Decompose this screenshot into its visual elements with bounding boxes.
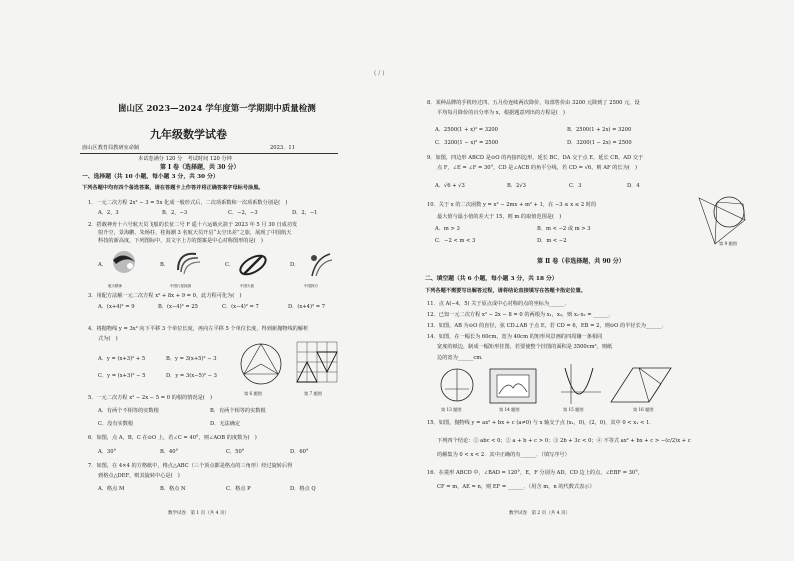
- q1-option-d: D．2，−1: [292, 210, 318, 216]
- q2-option-b: B．: [160, 262, 169, 268]
- exam-date: 2023．11: [270, 145, 295, 151]
- question-14-line2: 宽度的纸边，制成一幅矩形挂图，若要使整个挂图的面积是 3500cm²，则纸: [437, 344, 613, 350]
- q2-option-d: D．: [290, 262, 300, 268]
- question-4-line2: 式为( ): [98, 336, 118, 342]
- section2-instructions: 下列各题不需要写出解答过程，请将结论直接填写在答题卡指定位置。: [425, 288, 586, 294]
- exam-title: 崮山区 2023—2024 学年度第一学期期中质量检测: [118, 104, 316, 114]
- page-2-footer: 数学试卷 第 2 页（共 4 页）: [509, 511, 570, 516]
- rocket-logo-icon: [236, 248, 270, 282]
- section2-heading: 二、填空题（共 6 小题，每小题 3 分，共 18 分）: [425, 276, 558, 282]
- header-divider: [80, 153, 338, 154]
- q6-option-c: C．50°: [226, 449, 245, 455]
- q4-option-c: C．y = (x+3)² − 5: [98, 373, 146, 379]
- q5-option-b: B．有两个相等的实数根: [210, 408, 266, 414]
- space-spirit-logo-icon: [108, 248, 142, 282]
- lunar-logo-icon: [302, 248, 336, 282]
- q9-option-c: C．3: [569, 183, 582, 189]
- q8-option-b: B．2500(1 + 2x) = 3200: [567, 127, 632, 133]
- org-label: 崮山区教育局教研室命制: [82, 145, 140, 151]
- figure-9-caption: 第 9 题图: [719, 241, 737, 246]
- figure-7-grid-diagram: [295, 340, 339, 384]
- part1-title: 第 Ⅰ 卷（选择题，共 30 分）: [160, 164, 240, 171]
- exam-subtitle: 九年级数学试卷: [150, 128, 227, 141]
- figure-14-caption: 第 14 题图: [499, 407, 520, 412]
- page-1-footer: 数学试卷 第 1 页（共 4 页）: [168, 511, 229, 516]
- question-2: 2．搭载神舟十六号航天员飞船的长征二号 F 遥十六运载火箭于 2023 年 5 月 30 日成功发: [88, 222, 298, 228]
- q7-option-b: B．格点 N: [160, 486, 186, 492]
- question-16-line2: CF = m，AE = n，则 EF = ______．（用含 m，n 的代数式表示）: [437, 484, 595, 490]
- q2-caption-c: 中国火箭: [240, 284, 254, 288]
- q9-option-a: A．√6 + √3: [435, 183, 465, 189]
- question-6: 6．如图，点 A，B，C 在⊙O 上，若∠C = 40°，则∠AOB 的度数为( ): [88, 435, 257, 441]
- q9-option-b: B．2√3: [507, 183, 526, 189]
- figure-16-caption: 第 16 题图: [633, 407, 654, 412]
- question-4: 4．将抛物线 y = 3x² 向下平移 3 个单位长度，再向左平移 5 个单位长度，得到新抛物线的解析: [88, 326, 309, 332]
- question-2-line2: 射升空，景海鹏、朱杨柱、桂海潮 3 名航天员开启“太空出差”之旅，展现了中国航天: [98, 230, 292, 236]
- section1-heading: 一、选择题（共 10 小题，每小题 3 分，共 30 分）: [82, 174, 219, 180]
- figure-6-caption: 第 6 题图: [244, 391, 262, 396]
- q5-option-c: C．没有实数根: [98, 421, 134, 427]
- q4-option-d: D．y = 3(x−5)² − 3: [166, 373, 217, 379]
- q9-option-d: D．4: [627, 183, 640, 189]
- q4-option-a: A．y = (x+3)² + 5: [98, 356, 146, 362]
- question-9-line2: 点 F，∠E = ∠F = 30°，CD 是∠ACB 的角平分线，若 CD = √6，则 AF 的长为( ): [437, 165, 638, 171]
- question-3: 3．用配方法解一元二次方程 x² + 8x + 9 = 0，此方程可化为( ): [88, 293, 242, 299]
- question-2-line3: 科技的新高度，下列图标中，其文字上方的图案是中心对称图形的是( ): [98, 238, 263, 244]
- part2-title: 第 Ⅱ 卷（非选择题，共 90 分）: [537, 258, 625, 265]
- question-12: 12．已知一元二次方程 x² − 2x − 8 = 0 的两根为 x₁，x₂，则 x₁·x₂ = ______．: [427, 312, 615, 318]
- q7-option-d: D．格点 Q: [290, 486, 316, 492]
- q2-caption-b: 中国行星探测: [170, 284, 191, 288]
- question-5: 5．一元二次方程 x² − 2x − 5 = 0 的根的情况是( ): [88, 395, 213, 401]
- q7-option-c: C．格点 P: [226, 486, 251, 492]
- question-8-line2: 平均每月降价的百分率为 x，根据题意列出的方程是( ): [437, 110, 565, 116]
- exam-page-2: [397, 0, 794, 561]
- q6-option-b: B．40°: [160, 449, 179, 455]
- q8-option-a: A．2500(1 + x)² = 3200: [435, 127, 498, 133]
- question-8: 8．某种品牌的手机经过四、五月份连续两次降价，每部售价由 3200 元降到了 2500 元，设: [427, 100, 640, 106]
- q2-caption-a: 航天精神: [108, 284, 122, 288]
- figure-13-caption: 第 13 题图: [441, 407, 462, 412]
- q6-option-a: A．30°: [98, 449, 117, 455]
- question-11: 11．点 A(−4，5) 关于原点成中心对称的点的坐标为______．: [427, 301, 570, 307]
- section1-instructions: 下列各题中均有四个备选答案，请在答题卡上作答并将正确答案字母标号涂黑。: [82, 185, 264, 191]
- q3-option-d: D．(x+4)² = 7: [288, 304, 325, 310]
- question-13: 13．如图，AB 为⊙O 的直径，弦 CD⊥AB 于点 E，若 CD = 6，EB = 2，则⊙O 的半径长为______．: [427, 323, 667, 329]
- figure-15-parabola-diagram: [557, 362, 603, 406]
- question-9: 9．如图，四边形 ABCD 是⊙O 的内接四边形，延长 BC，DA 交于点 E，延长 CB，AD 交于: [427, 155, 644, 161]
- q8-option-c: C．3200(1 − x)² = 2500: [435, 140, 499, 146]
- q1-option-c: C．−2，−3: [228, 210, 258, 216]
- q6-option-d: D．60°: [290, 449, 309, 455]
- q2-option-c: C．: [225, 262, 235, 268]
- q3-option-b: B．(x−4)² = 25: [158, 304, 198, 310]
- figure-6-circle-diagram: [236, 340, 286, 388]
- q10-option-a: A．m > 3: [435, 226, 460, 232]
- figure-14-frame-diagram: [489, 368, 537, 404]
- question-7: 7．如图，在 4×4 的方格纸中，格点△ABC（三个顶点都是格点的三角形）经过旋转后得: [88, 463, 293, 469]
- planet-probe-logo-icon: [172, 248, 206, 282]
- q2-option-a: A．: [98, 262, 107, 268]
- q7-option-a: A．格点 M: [98, 486, 125, 492]
- q10-option-d: D．m < −2: [537, 238, 567, 244]
- question-7-line2: 到格点△DEF，则其旋转中心是( ): [98, 473, 180, 479]
- q8-option-d: D．3200(1 − 2x) = 2500: [567, 140, 632, 146]
- question-10-line2: 最大值与最小值的差大于 15，则 m 的取值范围是( ): [437, 214, 562, 220]
- q2-caption-d: 中国探月: [304, 284, 318, 288]
- q5-option-d: D．无法确定: [210, 421, 241, 427]
- question-15-line3: 的解集为 0 < x < 2．其中正确的有______．（填写序号）: [437, 452, 570, 458]
- q5-option-a: A．有两个不相等的实数根: [98, 408, 159, 414]
- question-14: 14．如图，在一幅长为 60cm，宽为 40cm 的矩形风景画的四周镶一条相同: [427, 334, 603, 340]
- q4-option-b: B．y = 3(x+5)² − 3: [166, 356, 217, 362]
- scoring-info: 本试卷满分 120 分 考试时间 120 分钟: [138, 156, 232, 162]
- page-mark: ( / ): [374, 70, 385, 77]
- question-16: 16．在菱形 ABCD 中，∠BAD = 120°，E，F 分别为 AD，CD 边上的点，∠EBF = 30°，: [427, 470, 644, 476]
- question-15-line2: 下列四个结论：① abc < 0；② a + b + c > 0；③ 2b + 3c < 0；④ 不等式 ax² + bx + c > −(c/2)x + c: [437, 438, 691, 444]
- question-10: 10．关于 x 的二次函数 y = x² − 2mx + m² + 1，在 −3 ≤ x ≤ 2 时的: [427, 202, 597, 208]
- q3-option-a: A．(x+4)² = 9: [98, 304, 135, 310]
- q10-option-c: C．−2 < m < 3: [435, 238, 476, 244]
- question-1: 1．一元二次方程 2x² − 3 = 5x 化成一般形式后，二次项系数和一次项系数分别是( ): [88, 200, 288, 206]
- question-15: 15．如图，抛物线 y = ax² + bx + c (a≠0) 与 x 轴交于点 (x₁，0)，(2，0)，其中 0 < x₁ < 1．: [427, 420, 655, 426]
- figure-15-caption: 第 15 题图: [563, 407, 584, 412]
- q3-option-c: C．(x−4)² = 7: [222, 304, 259, 310]
- question-14-line3: 边的宽为______cm．: [437, 355, 487, 361]
- figure-7-caption: 第 7 题图: [304, 391, 322, 396]
- q1-option-b: B．2，−3: [162, 210, 188, 216]
- q10-option-b: B．m < −2 或 m > 3: [537, 226, 591, 232]
- figure-16-rhombus-diagram: [609, 364, 673, 406]
- figure-13-chord-diagram: [437, 365, 477, 405]
- q1-option-a: A．2，3: [98, 210, 119, 216]
